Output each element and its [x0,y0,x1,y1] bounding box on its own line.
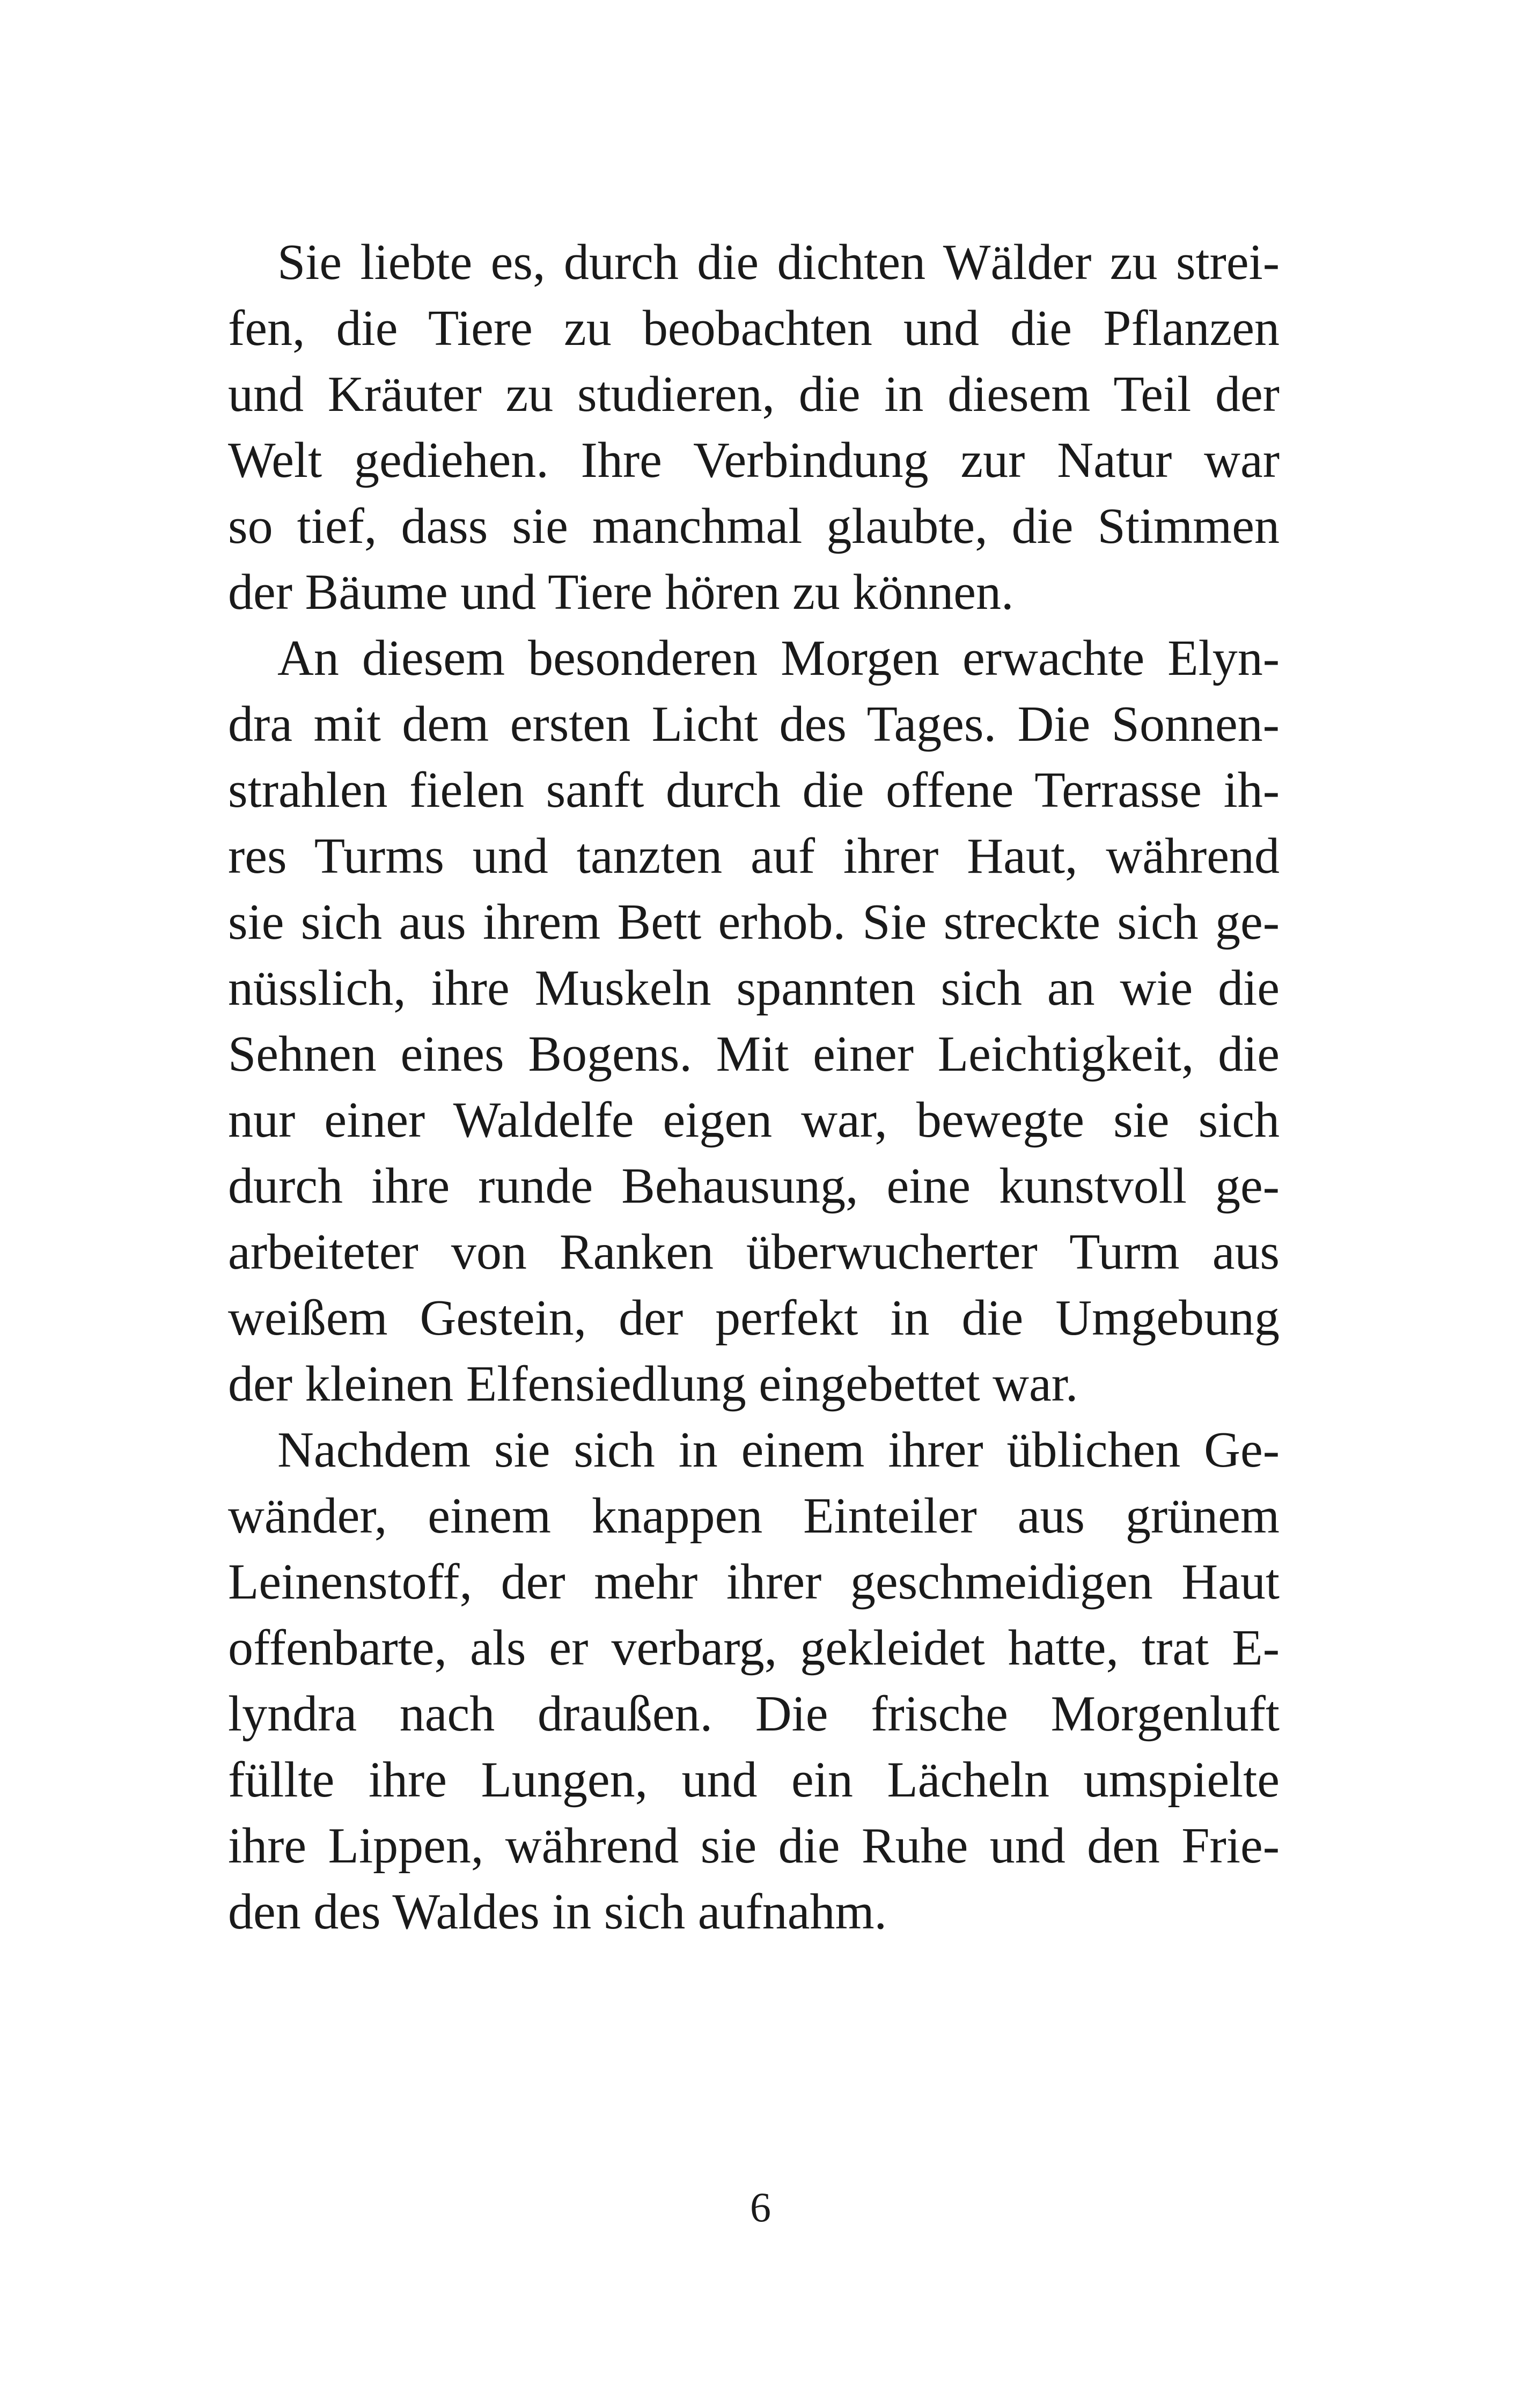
text-line: res Turms und tanzten auf ihrer Haut, während [228,828,1280,884]
text-line: Nachdem sie sich in einem ihrer üblichen Ge- [277,1422,1280,1478]
text-line: durch ihre runde Behausung, eine kunstvoll ge- [228,1158,1280,1214]
text-line: so tief, dass sie manchmal glaubte, die Stimmen [228,498,1280,554]
text-line: und Kräuter zu studieren, die in diesem Teil der [228,366,1280,422]
text-line: Welt gediehen. Ihre Verbindung zur Natur war [228,432,1280,488]
text-line: sie sich aus ihrem Bett erhob. Sie streckte sich ge- [228,894,1280,950]
text-line: fen, die Tiere zu beobachten und die Pflanzen [228,300,1280,356]
text-line: Sehnen eines Bogens. Mit einer Leichtigkeit, die [228,1026,1280,1082]
text-line: arbeiteter von Ranken überwucherter Turm aus [228,1224,1280,1280]
text-line: An diesem besonderen Morgen erwachte Elyn- [277,630,1280,686]
text-line: der kleinen Elfensiedlung eingebettet war. [228,1356,1078,1412]
text-line: der Bäume und Tiere hören zu können. [228,564,1014,620]
text-line: Sie liebte es, durch die dichten Wälder zu strei- [277,234,1280,290]
page-number: 6 [750,2184,771,2230]
text-line: offenbarte, als er verbarg, gekleidet hatte, trat E- [228,1620,1280,1676]
text-line: dra mit dem ersten Licht des Tages. Die Sonnen- [228,696,1280,752]
text-line: nur einer Waldelfe eigen war, bewegte sie sich [228,1092,1280,1148]
text-line: den des Waldes in sich aufnahm. [228,1884,887,1940]
text-line: ihre Lippen, während sie die Ruhe und den Frie- [228,1818,1280,1874]
text-line: nüsslich, ihre Muskeln spannten sich an wie die [228,960,1280,1016]
text-line: strahlen fielen sanft durch die offene Terrasse ih- [228,762,1280,818]
text-line: Leinenstoff, der mehr ihrer geschmeidigen Haut [228,1554,1280,1610]
body-text [228,230,1280,1945]
text-line: lyndra nach draußen. Die frische Morgenluft [228,1686,1280,1742]
text-line: weißem Gestein, der perfekt in die Umgebung [228,1290,1280,1346]
text-line: füllte ihre Lungen, und ein Lächeln umspielte [228,1752,1280,1808]
text-line: wänder, einem knappen Einteiler aus grünem [228,1488,1280,1544]
